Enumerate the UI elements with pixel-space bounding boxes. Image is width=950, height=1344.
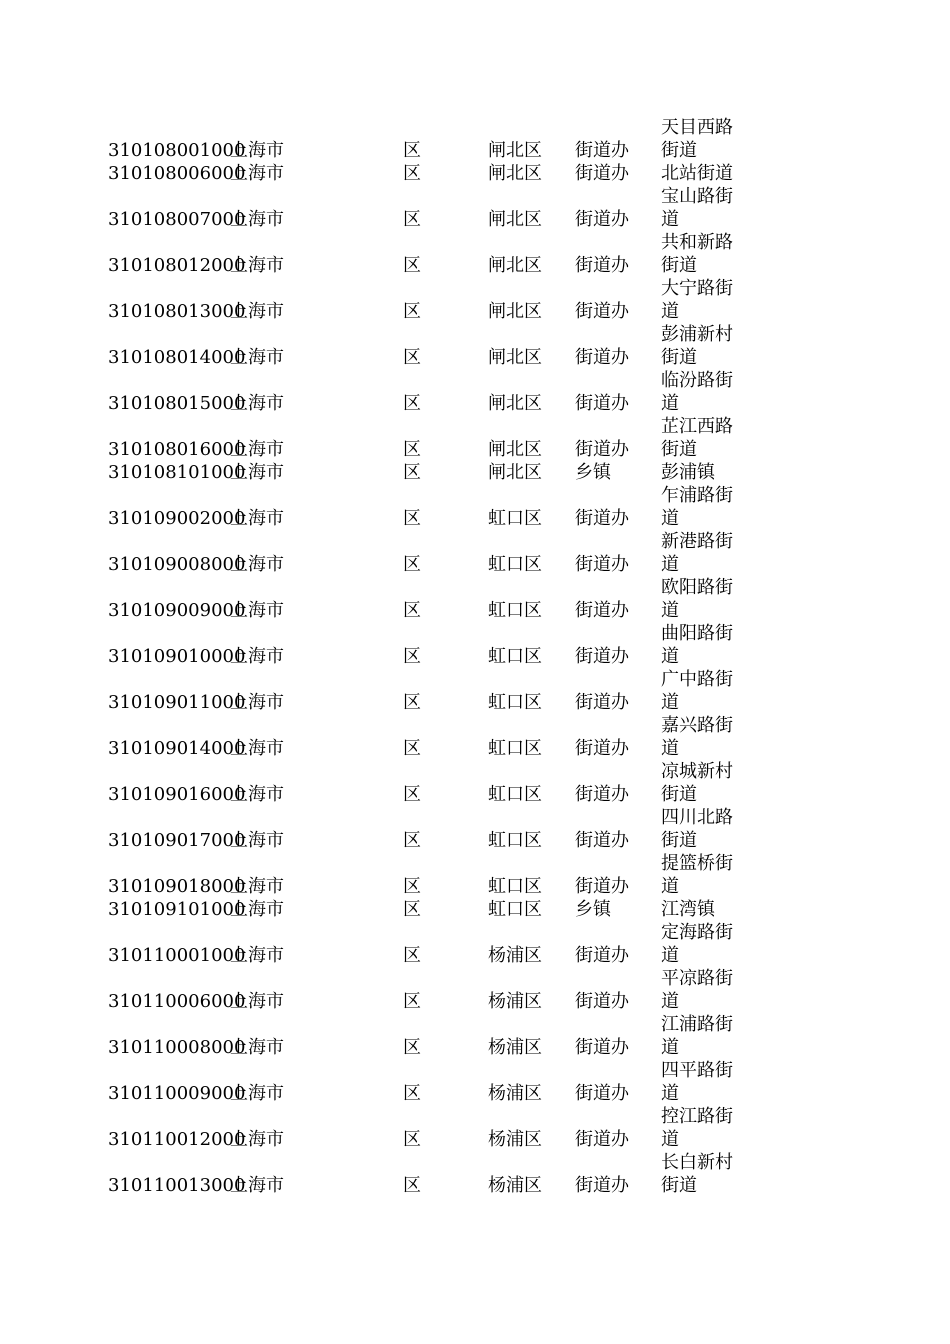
cell-district: 杨浦区 [488, 991, 542, 1012]
table-row [0, 829, 950, 852]
cell-name-line: 道 [661, 600, 679, 621]
cell-name-line: 定海路街 [661, 922, 733, 943]
cell-district: 虹口区 [488, 600, 542, 621]
cell-kind: 街道办 [575, 945, 629, 966]
cell-type: 区 [403, 991, 421, 1012]
cell-name-line: 乍浦路街 [661, 485, 733, 506]
cell-type: 区 [403, 347, 421, 368]
cell-code: 310109010000 [108, 646, 246, 667]
cell-name-line: 道 [661, 876, 679, 897]
cell-kind: 街道办 [575, 140, 629, 161]
cell-name-line: 四平路街 [661, 1060, 733, 1081]
cell-district: 闸北区 [488, 163, 542, 184]
cell-name-line: 道 [661, 1037, 679, 1058]
cell-name-line: 道 [661, 508, 679, 529]
cell-name-line: 临汾路街 [661, 370, 733, 391]
cell-name-line: 道 [661, 393, 679, 414]
cell-type: 区 [403, 1083, 421, 1104]
cell-city: 上海市 [230, 945, 284, 966]
cell-district: 闸北区 [488, 347, 542, 368]
table-row [0, 691, 950, 714]
cell-code: 310109016000 [108, 784, 246, 805]
cell-name-line: 江湾镇 [661, 899, 715, 920]
cell-name-line: 道 [661, 209, 679, 230]
cell-name-line: 彭浦新村 [661, 324, 733, 345]
cell-name-line: 长白新村 [661, 1152, 733, 1173]
cell-code: 310110008000 [108, 1037, 246, 1058]
cell-type: 区 [403, 830, 421, 851]
cell-district: 虹口区 [488, 784, 542, 805]
cell-kind: 乡镇 [575, 899, 611, 920]
table-row [0, 599, 950, 622]
cell-code: 310109018000 [108, 876, 246, 897]
cell-code: 310108012000 [108, 255, 246, 276]
cell-district: 虹口区 [488, 692, 542, 713]
cell-type: 区 [403, 600, 421, 621]
cell-code: 310109008000 [108, 554, 246, 575]
cell-type: 区 [403, 945, 421, 966]
cell-kind: 街道办 [575, 255, 629, 276]
cell-district: 杨浦区 [488, 1037, 542, 1058]
cell-name-line: 街道 [661, 255, 697, 276]
cell-name-line: 街道 [661, 1175, 697, 1196]
cell-code: 310108015000 [108, 393, 246, 414]
cell-kind: 街道办 [575, 347, 629, 368]
cell-city: 上海市 [230, 140, 284, 161]
cell-name-line: 提篮桥街 [661, 853, 733, 874]
cell-city: 上海市 [230, 255, 284, 276]
table-row [0, 875, 950, 898]
cell-city: 上海市 [230, 209, 284, 230]
cell-name-line: 道 [661, 991, 679, 1012]
table-row [0, 162, 950, 185]
cell-name-line: 江浦路街 [661, 1014, 733, 1035]
cell-type: 区 [403, 738, 421, 759]
cell-city: 上海市 [230, 991, 284, 1012]
cell-city: 上海市 [230, 462, 284, 483]
cell-city: 上海市 [230, 1037, 284, 1058]
table-row [0, 208, 950, 231]
cell-code: 310109002000 [108, 508, 246, 529]
table-row [0, 438, 950, 461]
cell-city: 上海市 [230, 830, 284, 851]
table-row [0, 139, 950, 162]
cell-code: 310108006000 [108, 163, 246, 184]
cell-district: 虹口区 [488, 876, 542, 897]
cell-name-line: 街道 [661, 140, 697, 161]
cell-kind: 街道办 [575, 163, 629, 184]
cell-kind: 街道办 [575, 1037, 629, 1058]
cell-name-line: 道 [661, 945, 679, 966]
cell-type: 区 [403, 393, 421, 414]
cell-name-line: 广中路街 [661, 669, 733, 690]
cell-code: 310108007000 [108, 209, 246, 230]
cell-kind: 街道办 [575, 738, 629, 759]
cell-kind: 街道办 [575, 301, 629, 322]
cell-name-line: 道 [661, 1129, 679, 1150]
cell-city: 上海市 [230, 439, 284, 460]
cell-name-line: 新港路街 [661, 531, 733, 552]
cell-code: 310109009000 [108, 600, 246, 621]
table-row [0, 737, 950, 760]
cell-type: 区 [403, 554, 421, 575]
table-row [0, 898, 950, 921]
cell-name-line: 道 [661, 738, 679, 759]
cell-code: 310109017000 [108, 830, 246, 851]
cell-type: 区 [403, 692, 421, 713]
cell-type: 区 [403, 462, 421, 483]
cell-type: 区 [403, 1175, 421, 1196]
cell-name-line: 大宁路街 [661, 278, 733, 299]
cell-code: 310108013000 [108, 301, 246, 322]
cell-name-line: 宝山路街 [661, 186, 733, 207]
cell-city: 上海市 [230, 692, 284, 713]
cell-name-line: 嘉兴路街 [661, 715, 733, 736]
cell-city: 上海市 [230, 1129, 284, 1150]
table-row [0, 1082, 950, 1105]
cell-type: 区 [403, 255, 421, 276]
cell-kind: 街道办 [575, 1175, 629, 1196]
table-row [0, 944, 950, 967]
cell-code: 310108101000 [108, 462, 246, 483]
cell-kind: 街道办 [575, 209, 629, 230]
cell-district: 杨浦区 [488, 945, 542, 966]
cell-name-line: 道 [661, 554, 679, 575]
cell-name-line: 芷江西路 [661, 416, 733, 437]
cell-district: 杨浦区 [488, 1083, 542, 1104]
cell-city: 上海市 [230, 1175, 284, 1196]
cell-district: 虹口区 [488, 738, 542, 759]
table-row [0, 300, 950, 323]
cell-type: 区 [403, 508, 421, 529]
cell-district: 虹口区 [488, 508, 542, 529]
cell-city: 上海市 [230, 554, 284, 575]
cell-city: 上海市 [230, 899, 284, 920]
cell-kind: 乡镇 [575, 462, 611, 483]
cell-code: 310109101000 [108, 899, 246, 920]
cell-city: 上海市 [230, 600, 284, 621]
table-row [0, 1128, 950, 1151]
table-row [0, 645, 950, 668]
cell-district: 虹口区 [488, 830, 542, 851]
cell-kind: 街道办 [575, 1083, 629, 1104]
cell-name-line: 天目西路 [661, 117, 733, 138]
cell-city: 上海市 [230, 163, 284, 184]
cell-type: 区 [403, 163, 421, 184]
cell-district: 虹口区 [488, 899, 542, 920]
cell-kind: 街道办 [575, 1129, 629, 1150]
cell-district: 虹口区 [488, 554, 542, 575]
cell-city: 上海市 [230, 876, 284, 897]
table-row [0, 553, 950, 576]
cell-name-line: 彭浦镇 [661, 462, 715, 483]
cell-code: 310110013000 [108, 1175, 246, 1196]
cell-kind: 街道办 [575, 784, 629, 805]
cell-type: 区 [403, 876, 421, 897]
cell-name-line: 控江路街 [661, 1106, 733, 1127]
table-row [0, 461, 950, 484]
cell-code: 310110001000 [108, 945, 246, 966]
cell-district: 闸北区 [488, 255, 542, 276]
cell-district: 虹口区 [488, 646, 542, 667]
cell-name-line: 街道 [661, 784, 697, 805]
cell-kind: 街道办 [575, 692, 629, 713]
cell-type: 区 [403, 439, 421, 460]
cell-name-line: 北站街道 [661, 163, 733, 184]
cell-city: 上海市 [230, 301, 284, 322]
cell-code: 310108001000 [108, 140, 246, 161]
cell-name-line: 曲阳路街 [661, 623, 733, 644]
cell-kind: 街道办 [575, 554, 629, 575]
cell-code: 310108014000 [108, 347, 246, 368]
cell-city: 上海市 [230, 738, 284, 759]
cell-name-line: 道 [661, 646, 679, 667]
cell-name-line: 四川北路 [661, 807, 733, 828]
cell-type: 区 [403, 209, 421, 230]
cell-type: 区 [403, 301, 421, 322]
cell-name-line: 平凉路街 [661, 968, 733, 989]
cell-code: 310109014000 [108, 738, 246, 759]
cell-kind: 街道办 [575, 646, 629, 667]
cell-code: 310110009000 [108, 1083, 246, 1104]
cell-code: 310110012000 [108, 1129, 246, 1150]
table-row [0, 392, 950, 415]
cell-city: 上海市 [230, 646, 284, 667]
cell-name-line: 共和新路 [661, 232, 733, 253]
cell-district: 杨浦区 [488, 1175, 542, 1196]
cell-kind: 街道办 [575, 439, 629, 460]
table-row [0, 783, 950, 806]
cell-district: 闸北区 [488, 439, 542, 460]
cell-name-line: 街道 [661, 439, 697, 460]
cell-kind: 街道办 [575, 830, 629, 851]
table-row [0, 346, 950, 369]
cell-type: 区 [403, 646, 421, 667]
cell-kind: 街道办 [575, 876, 629, 897]
table-row [0, 1036, 950, 1059]
cell-name-line: 道 [661, 1083, 679, 1104]
cell-city: 上海市 [230, 508, 284, 529]
cell-district: 闸北区 [488, 209, 542, 230]
cell-city: 上海市 [230, 784, 284, 805]
cell-name-line: 凉城新村 [661, 761, 733, 782]
cell-district: 杨浦区 [488, 1129, 542, 1150]
cell-code: 310110006000 [108, 991, 246, 1012]
cell-city: 上海市 [230, 393, 284, 414]
cell-type: 区 [403, 1129, 421, 1150]
cell-type: 区 [403, 140, 421, 161]
table-row [0, 507, 950, 530]
cell-name-line: 街道 [661, 347, 697, 368]
cell-district: 闸北区 [488, 140, 542, 161]
cell-name-line: 道 [661, 301, 679, 322]
cell-name-line: 街道 [661, 830, 697, 851]
table-row [0, 990, 950, 1013]
cell-type: 区 [403, 899, 421, 920]
cell-district: 闸北区 [488, 301, 542, 322]
cell-kind: 街道办 [575, 991, 629, 1012]
table-row [0, 1174, 950, 1197]
table-row [0, 254, 950, 277]
cell-code: 310108016000 [108, 439, 246, 460]
cell-kind: 街道办 [575, 508, 629, 529]
cell-city: 上海市 [230, 347, 284, 368]
cell-kind: 街道办 [575, 600, 629, 621]
cell-kind: 街道办 [575, 393, 629, 414]
cell-district: 闸北区 [488, 462, 542, 483]
cell-type: 区 [403, 1037, 421, 1058]
cell-type: 区 [403, 784, 421, 805]
cell-district: 闸北区 [488, 393, 542, 414]
cell-city: 上海市 [230, 1083, 284, 1104]
cell-name-line: 欧阳路街 [661, 577, 733, 598]
cell-code: 310109011000 [108, 692, 246, 713]
cell-name-line: 道 [661, 692, 679, 713]
